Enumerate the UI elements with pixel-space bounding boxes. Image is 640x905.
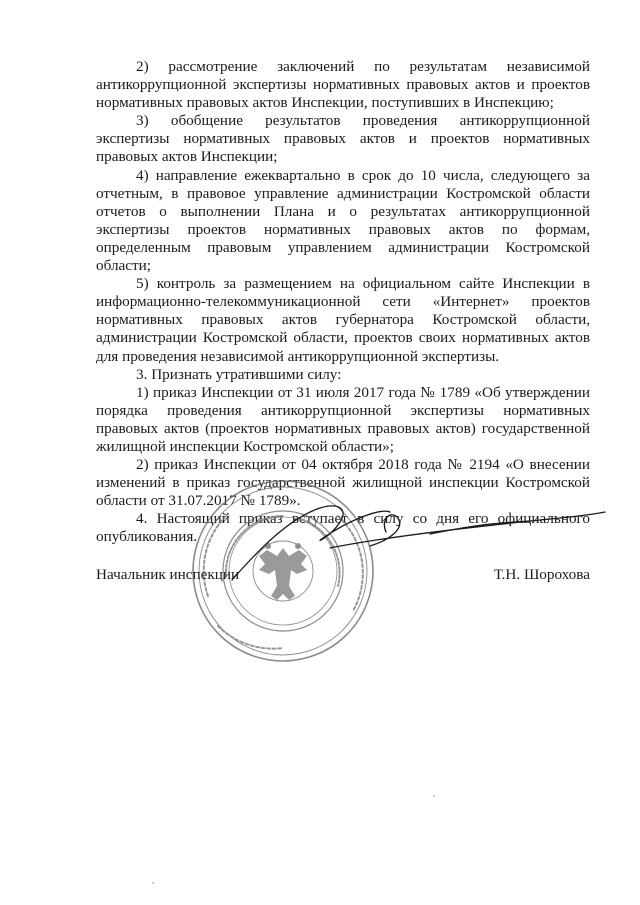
signatory-title: Начальник инспекции — [96, 566, 240, 583]
scan-speck — [433, 795, 435, 797]
signatory-name: Т.Н. Шорохова — [493, 566, 590, 583]
document-body — [96, 58, 590, 547]
paragraph-item-5: 5) контроль за размещением на официальном сайте Инспекции в информационно-телекоммуникационной сети «Интернет» проектов нормативных правовых актов губернатора Костромской области, администрации Костромской области, проектов своих нормативных актов для проведения независимой антикоррупционной экспертизы. — [96, 275, 590, 365]
scan-speck — [152, 882, 154, 884]
repealed-order-1: 1) приказ Инспекции от 31 июля 2017 года № 1789 «Об утверждении порядка проведения антикоррупционной экспертизы нормативных правовых актов (проектов нормативных правовых актов) государственной жилищной инспекции Костромской области»; — [96, 383, 590, 455]
section-3-heading: 3. Признать утратившими силу: — [136, 365, 342, 383]
repealed-order-2: 2) приказ Инспекции от 04 октября 2018 года № 2194 «О внесении изменений в приказ государственной жилищной инспекции Костромской области от 31.07.2017 № 1789». — [96, 456, 590, 510]
paragraph-item-3: 3) обобщение результатов проведения антикоррупционной экспертизы нормативных правовых актов и проектов нормативных правовых актов Инспекции; — [96, 112, 590, 166]
paragraph-item-2: 2) рассмотрение заключений по результатам независимой антикоррупционной экспертизы нормативных правовых актов и проектов нормативных правовых актов Инспекции, поступивших в Инспекцию; — [96, 58, 590, 112]
section-4-text: 4. Настоящий приказ вступает в силу со дня его официального опубликования. — [96, 510, 590, 546]
paragraph-item-4: 4) направление ежеквартально в срок до 10 числа, следующего за отчетным, в правовое управление администрации Костромской области отчетов о выполнении Плана и о результатах антикоррупционной экспертизы проектов нормативных правовых актов по формам, определенным правовым управлением администрации Костромской области; — [96, 166, 590, 275]
